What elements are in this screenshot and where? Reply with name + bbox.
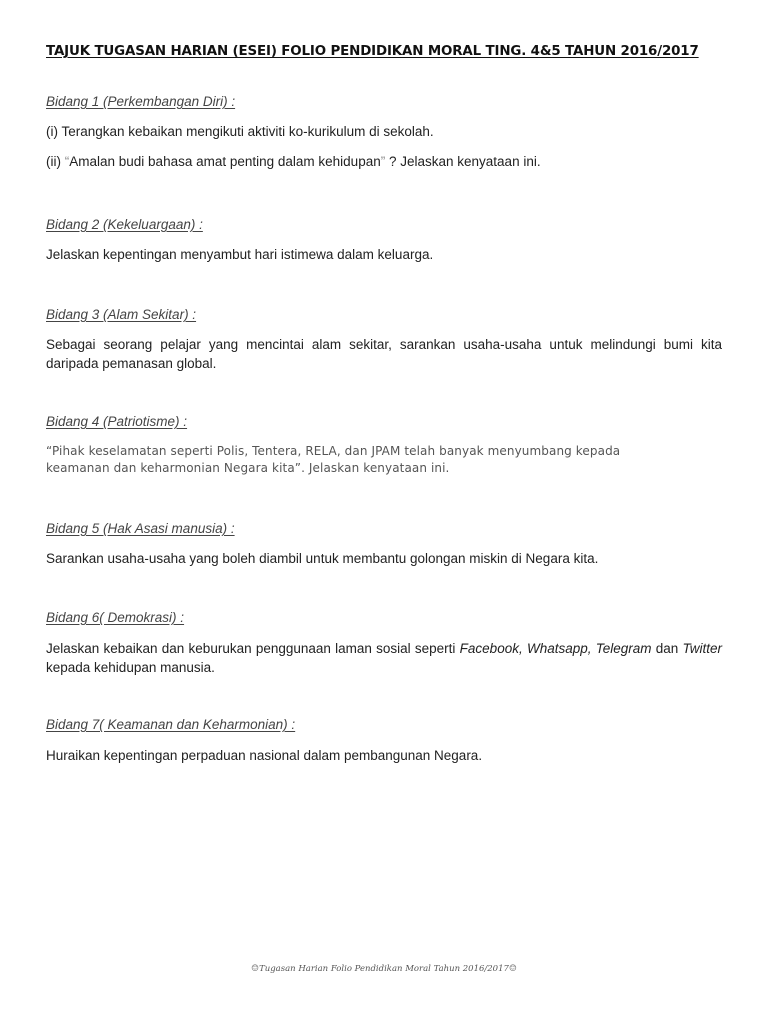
section-body-line-1: (i) Terangkan kebaikan mengikuti aktiviti ko-kurikulum di sekolah. [46,124,434,139]
section-body: Jelaskan kepentingan menyambut hari istimewa dalam keluarga. [46,247,434,262]
section-heading: Bidang 7( Keamanan dan Keharmonian) : [46,717,296,732]
section-bidang-3 [46,306,722,373]
section-body [46,639,722,677]
section-body: Sebagai seorang pelajar yang mencintai alam sekitar, sarankan usaha-usaha untuk melindungi bumi kita daripada pemanasan global. [46,337,722,371]
section-heading: Bidang 4 (Patriotisme) : [46,414,188,429]
body-text: kepada kehidupan manusia. [46,660,215,675]
section-heading: Bidang 1 (Perkembangan Diri) : [46,94,236,109]
page-footer [0,964,768,974]
section-bidang-4 [46,413,722,477]
section-body-line-2: keamanan dan keharmonian Negara kita”. Jelaskan kenyataan ini. [46,461,450,475]
smiley-icon: ☺ [251,964,260,974]
smiley-icon: ☺ [508,964,517,974]
section-heading: Bidang 6( Demokrasi) : [46,610,185,625]
section-bidang-5 [46,520,722,568]
section-heading: Bidang 5 (Hak Asasi manusia) : [46,521,235,536]
footer-text: Tugasan Harian Folio Pendidikan Moral Tahun 2016/2017 [259,964,509,974]
section-bidang-1 [46,93,722,171]
page-title: TAJUK TUGASAN HARIAN (ESEI) FOLIO PENDIDIKAN MORAL TING. 4&5 TAHUN 2016/2017 [46,44,699,59]
body-text: dan [651,641,683,656]
section-body-line-2 [46,152,722,171]
section-bidang-2 [46,216,722,264]
section-body: Sarankan usaha-usaha yang boleh diambil untuk membantu golongan miskin di Negara kita. [46,551,599,566]
social-media-name: Twitter [682,641,722,656]
section-heading: Bidang 3 (Alam Sekitar) : [46,307,197,322]
text-suffix: ? Jelaskan kenyataan ini. [385,154,541,169]
section-body-line-1: “Pihak keselamatan seperti Polis, Tentera, RELA, dan JPAM telah banyak menyumbang kepada [46,444,621,458]
section-body: Huraikan kepentingan perpaduan nasional dalam pembangunan Negara. [46,748,483,763]
close-quote: ” [380,154,386,169]
body-text: Jelaskan kebaikan dan keburukan penggunaan laman sosial seperti [46,641,460,656]
quoted-text: Amalan budi bahasa amat penting dalam kehidupan [69,154,381,169]
social-media-names: Facebook, Whatsapp, Telegram [459,641,652,656]
section-heading: Bidang 2 (Kekeluargaan) : [46,217,203,232]
open-quote: “ [64,154,70,169]
section-bidang-6 [46,609,722,677]
section-bidang-7 [46,716,722,765]
text-prefix: (ii) [46,154,65,169]
